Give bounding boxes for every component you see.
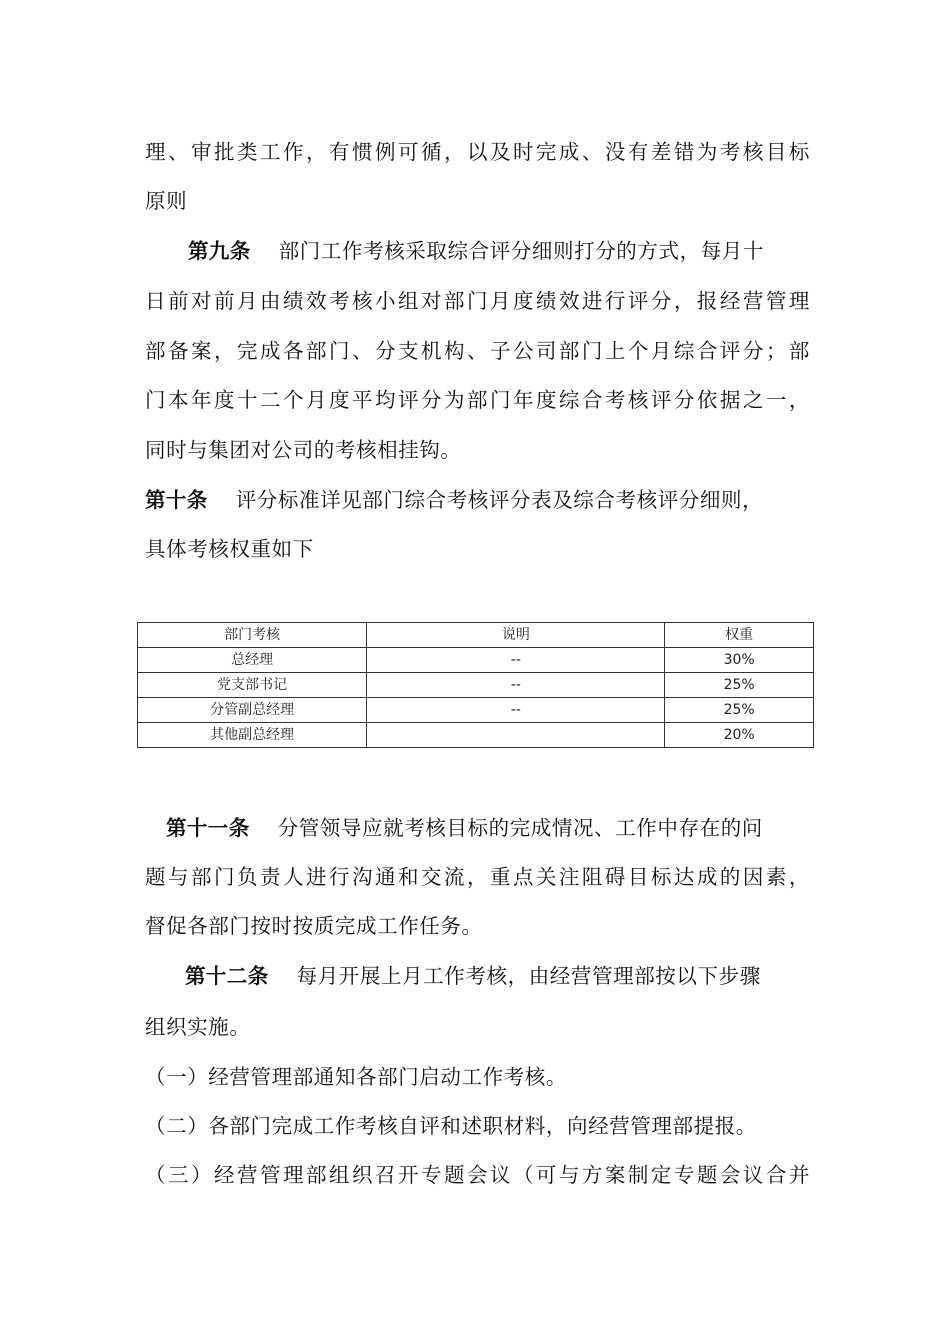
table-cell: -- [367,648,665,673]
table-cell: -- [367,698,665,723]
table-row [138,673,814,698]
list-item: （一）经营管理部通知各部门启动工作考核。 [145,1065,567,1089]
paragraph-line: 理、审批类工作，有惯例可循，以及时完成、没有差错为考核目标 [145,140,810,164]
article-9-text: 部门工作考核采取综合评分细则打分的方式，每月十 [278,239,765,263]
table-cell: 分管副总经理 [138,698,367,723]
paragraph-line: 督促各部门按时按质完成工作任务。 [145,914,483,938]
table-cell: 20% [665,723,814,748]
paragraph-line: 组织实施。 [145,1015,251,1039]
table-cell: 其他副总经理 [138,723,367,748]
article-10-text: 评分标准详见部门综合考核评分表及综合考核评分细则， [235,488,764,512]
table-cell: 25% [665,673,814,698]
article-11-title: 第十一条 [166,816,250,840]
column-header: 权重 [665,623,814,648]
paragraph-line: 日前对前月由绩效考核小组对部门月度绩效进行评分，报经营管理 [145,289,810,313]
list-item: （二）各部门完成工作考核自评和述职材料，向经营管理部提报。 [145,1114,757,1138]
paragraph-line: 同时与集团对公司的考核相挂钩。 [145,438,462,462]
paragraph-line: 具体考核权重如下 [145,537,314,561]
table-row [138,723,814,748]
article-10-title: 第十条 [145,488,208,512]
column-header: 说明 [367,623,665,648]
article-9-line [188,236,810,266]
table-header-row [138,623,814,648]
column-header: 部门考核 [138,623,367,648]
article-11-line [166,813,810,843]
article-10-line [145,485,810,515]
table-cell: 30% [665,648,814,673]
article-12-title: 第十二条 [185,964,269,988]
weight-table [137,622,814,748]
table-cell: 总经理 [138,648,367,673]
table-cell [367,723,665,748]
article-12-text: 每月开展上月工作考核，由经营管理部按以下步骤 [296,964,761,988]
paragraph-line: 门本年度十二个月度平均评分为部门年度综合考核评分依据之一， [145,388,810,412]
table-row [138,698,814,723]
list-item: （三）经营管理部组织召开专题会议（可与方案制定专题会议合并 [145,1163,810,1187]
table-cell: -- [367,673,665,698]
table-row [138,648,814,673]
article-11-text: 分管领导应就考核目标的完成情况、工作中存在的问 [277,816,763,840]
article-9-title: 第九条 [188,239,251,263]
article-12-line [185,961,810,991]
paragraph-line: 部备案，完成各部门、分支机构、子公司部门上个月综合评分；部 [145,339,810,363]
table-cell: 党支部书记 [138,673,367,698]
paragraph-line: 题与部门负责人进行沟通和交流，重点关注阻碍目标达成的因素， [145,865,810,889]
paragraph-line: 原则 [145,189,188,213]
table-cell: 25% [665,698,814,723]
